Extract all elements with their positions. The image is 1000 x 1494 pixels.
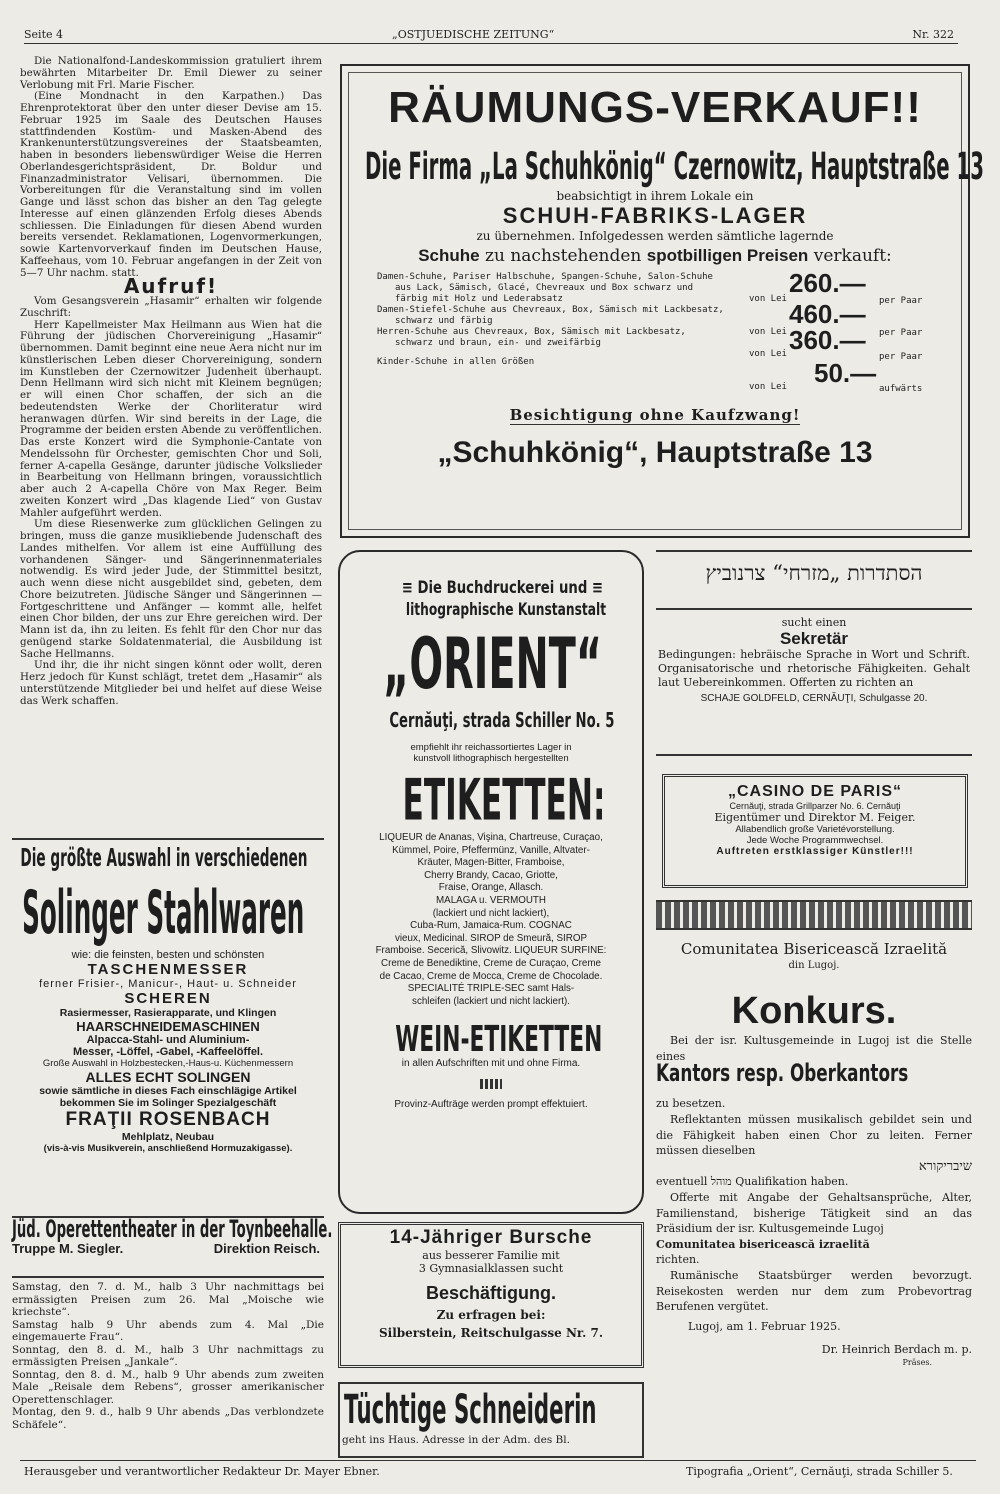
theater-troupe: Truppe M. Siegler. (12, 1240, 124, 1256)
ad-line: MALAGA u. VERMOUTH (436, 894, 546, 906)
news-column (20, 56, 322, 707)
ad-line: Kantors resp. Oberkantors (656, 1059, 909, 1088)
ad-word: verkauft: (813, 246, 892, 266)
price-unit: von Lei (749, 327, 787, 337)
ad-line: Cernăuţi, strada Schiller No. 5 (389, 708, 615, 732)
price-desc: Kinder-Schuhe in allen Größen (377, 357, 535, 367)
ad-line: Besichtigung ohne Kaufzwang! (509, 406, 801, 424)
price-per: per Paar (879, 352, 923, 362)
ad-line: lithographische Kunstanstalt (405, 600, 607, 620)
ad-line: 3 Gymnasialklassen sucht (418, 1262, 564, 1275)
ad-line: wie: die feinsten, besten und schönsten (71, 949, 265, 961)
ad-line: SCHUH-FABRIKS-LAGER (502, 203, 808, 228)
ad-line: Auftreten erstklassiger Künstler!!! (716, 846, 914, 857)
ad-line: Cuba-Rum, Jamaica-Rum. COGNAC (410, 920, 572, 932)
price-value: 260.— (789, 268, 866, 298)
ad-line: ferner Frisier-, Manicur-, Haut- u. Schneider (39, 978, 297, 990)
ad-line: Eigentümer und Direktor M. Feiger. (714, 811, 916, 824)
ad-text: Bedingungen: hebräische Sprache in Wort und Schrift. Organisatorische und rhetorische Fähigkeiten. Gehalt laut Uebereinkommen. Offerten zu richten an (658, 648, 970, 689)
konkurs-ad (656, 940, 972, 1458)
ad-line: vieux, Medicinal. SIROP de Smeură, SIROP (394, 932, 588, 944)
ad-line: Rasiermesser, Rasierapparate, und Klingen (59, 1007, 277, 1019)
ad-line: Silberstein, Reitschulgasse Nr. 7. (378, 1326, 604, 1340)
footer-printer: Tipografia „Orient“, Cernăuţi, strada Schiller 5. (686, 1465, 953, 1478)
ad-line: Fraise, Orange, Allasch. (438, 882, 544, 894)
price-per: aufwärts (879, 384, 923, 394)
price-desc: färbig mit Holz und Lederabsatz (395, 294, 563, 304)
price-desc: schwarz und braun, ein- und zweifärbig (395, 338, 601, 348)
ad-line: FRAŢII ROSENBACH (65, 1109, 271, 1130)
ad-firm: Die Firma „La Schuhkönig“ Czernowitz, Hauptstraße 13 (365, 145, 984, 189)
ad-line: Zu erfragen bei: (436, 1308, 546, 1322)
ad-text: Reflektanten müssen musikalisch gebildet sein und die Fähigkeit haben einen Chor zu leiten. Ferner müssen dieselben (656, 1112, 972, 1158)
ad-line: „CASINO DE PARIS“ (727, 783, 903, 800)
ad-line: HAARSCHNEIDEMASCHINEN (76, 1019, 260, 1034)
ad-text: Bei der isr. Kultusgemeinde in Lugoj ist die Stelle eines (656, 1034, 972, 1063)
page-number: Seite 4 (24, 28, 63, 41)
ad-line: SCHEREN (124, 990, 212, 1007)
news-item: Vom Gesangsverein „Hasamir“ erhalten wir folgende Zuschrift: (20, 295, 322, 319)
ad-line: in allen Aufschriften mit und ohne Firma. (401, 1058, 581, 1070)
ad-line: SCHAJE GOLDFELD, CERNĂUŢI, Schulgasse 20. (700, 693, 928, 704)
divider (656, 900, 972, 930)
news-item: Und ihr, die ihr nicht singen könnt oder wollt, deren Herz jedoch für Kunst schlägt, tretet dem „Hasamir“ als unterstützende Mitglieder bei und helfet auf diese Weise das Werk schaffen. (20, 659, 322, 707)
ad-line: Kräuter, Magen-Bitter, Framboise, (417, 857, 565, 869)
price-value: 50.— (814, 358, 877, 388)
orient-title: „ORIENT“ (383, 624, 602, 706)
price-per: per Paar (879, 296, 923, 306)
price-unit: von Lei (749, 294, 787, 304)
ad-text: Rumänische Staatsbürger werden bevorzugt. Reisekosten werden nur dem zum Probevortrag Berufenen vergütet. (656, 1268, 972, 1314)
ad-text: eventuell (656, 1175, 708, 1189)
ad-text: Offerte mit Angabe der Gehaltsansprüche, Alter, Familienstand, bisherige Tätigkeit sind an das Präsidium der isr. Kultusgemeinde Lugoj (656, 1190, 972, 1236)
news-item: Die Nationalfond-Landeskommission gratuliert ihrem bewährten Mitarbeiter Dr. Emil Diewer zu seiner Verlobung mit Frl. Marie Fischer. (20, 55, 322, 91)
page-header (24, 26, 958, 44)
newspaper-title: „OSTJUEDISCHE ZEITUNG“ (392, 28, 555, 41)
ad-line: din Lugoj. (788, 959, 840, 971)
price-per: per Paar (879, 328, 923, 338)
ad-text: Qualifikation haben. (735, 1175, 849, 1189)
ad-line: aus besserer Familie mit (422, 1249, 560, 1262)
theater-event: Samstag, den 7. d. M., halb 3 Uhr nachmittags bei ermässigten Preisen zum 26. Mal „Moische wie kriechste“. (12, 1281, 324, 1318)
solinger-ad (12, 838, 324, 1218)
news-item: Herr Kapellmeister Max Heilmann aus Wien hat die Führung der jüdischen Chorvereinigung „Hasamir“ übernommen. Damit beginnt eine neue Aera nicht nur im künstlerischen Leben dieser Chorvereinigung, sondern im Kunstleben der Czernowitzer Judenheit überhaupt. Denn Hellmann wird sich nicht mit Kleinem begnügen; er will einen Chor schaffen, der sich an die bedeutendsten Werke der Chorliteratur wird heranwagen dürfen. Wir sind bereits in der Lage, die Programme der beiden ersten Abende zu veröffentlichen. Das erste Konzert wird die Symphonie-Cantate von Mendelssohn für Orchester, gemischten Chor und Soli, ferner A-capella Gesänge, darunter jüdische Volkslieder in Bearbeitung von Hellmann bringen, voraussichtlich aber auch 2 A-capella Chöre von Max Reger. Beim zweiten Konzert wird „Das klagende Lied“ von Gustav Mahler aufgeführt werden. (20, 318, 322, 519)
ad-line: Cherry Brandy, Cacao, Griotte, (424, 869, 558, 881)
theater-direction: Direktion Reisch. (213, 1240, 320, 1256)
price-desc: schwarz und färbig (395, 316, 493, 326)
sekretaer-ad (656, 550, 972, 756)
hebrew-word: מוהל (710, 1175, 732, 1189)
ad-line: Kümmel, Poire, Pfeffermünz, Vanille, Altvater- (392, 844, 590, 856)
ad-line: sowie sämtliche in dieses Fach einschlägige Artikel (39, 1085, 297, 1097)
orient-ad (338, 550, 644, 1214)
price-unit: von Lei (749, 382, 787, 392)
ad-line: Alpacca-Stahl- und Aluminium- (86, 1034, 250, 1046)
ad-line: Die größte Auswahl in verschiedenen (20, 844, 308, 873)
price-desc: Damen-Stiefel-Schuhe aus Chevreaux, Box, Sämisch mit Lackbesatz, (377, 305, 724, 315)
theater-event: Samstag halb 9 Uhr abends zum 4. Mal „Die eingemauerte Frau“. (12, 1318, 324, 1343)
theater-ad (12, 1216, 333, 1456)
ad-line: schleifen (lackiert und nicht lackiert). (412, 995, 570, 1007)
etiketten-title: ETIKETTEN: (402, 768, 606, 834)
ad-bottom: „Schuhkönig“, Hauptstraße 13 (437, 436, 873, 469)
ad-line: Beschäftigung. (425, 1283, 556, 1303)
ad-line: Jede Woche Programmwechsel. (746, 835, 884, 846)
decor-icon (480, 1079, 502, 1089)
wein-title: WEIN-ETIKETTEN (395, 1018, 603, 1061)
konkurs-title: Konkurs. (731, 990, 897, 1033)
ad-line: Framboise. Secerică, Slivowitz. LIQUEUR SURFINE: (375, 945, 607, 957)
ad-line: ≡ Die Buchdruckerei und ≡ (401, 578, 604, 598)
theater-event: Sonntag, den 8. d. M., halb 3 Uhr nachmittags zu ermässigten Preisen „Jankale“. (12, 1343, 324, 1368)
ad-word: Schuhe (418, 246, 480, 265)
price-value: 360.— (789, 325, 866, 355)
price-value: 460.— (789, 299, 866, 329)
price-desc: Damen-Schuhe, Pariser Halbschuhe, Spangen-Schuhe, Salon-Schuhe (377, 272, 713, 282)
hebrew-word: שיבריקורא (918, 1158, 972, 1174)
ad-line: ALLES ECHT SOLINGEN (85, 1069, 251, 1085)
hebrew-title: הסתדרות „מזרחי“ צרנוביץ (656, 552, 972, 610)
ad-signature: Dr. Heinrich Berdach m. p. (821, 1343, 972, 1357)
news-item: Um diese Riesenwerke zum glücklichen Gelingen zu bringen, muss die ganze musikliebende Judenschaft des Landes mithelfen. Vor allem ist eine Auffüllung des vorhandenen Sänger- und Sängerinnenmateriales notwendig. Es wird jeder Jude, der Stimmittel besitzt, auch wenn diese nicht ausgebildet sind, gebeten, dem Chore beizutreten. Jüdische Sänger und Sängerinnen — Fortgeschrittene und Anfänger — kommt alle, helfet einen Chor bilden, der uns zur Ehre gereichen wird. Der Mann ist da, ihn zu leiten. Es fehlt für den Chor nur das genügend starke Soldatenmaterial, die Ausbildung ist Sache Hellmanns. (20, 518, 322, 660)
footer-rule (20, 1460, 976, 1461)
ad-line: TASCHENMESSER (87, 961, 249, 978)
ad-line: Allabendlich große Varietévorstellung. (735, 824, 895, 835)
ad-line: zu übernehmen. Infolgedessen werden sämtliche lagernde (476, 229, 834, 243)
theater-event: Montag, den 9. d., halb 9 Uhr abends „Das verblondzete Schäfele“. (12, 1406, 324, 1431)
ad-line: LIQUEUR de Ananas, Vişina, Chartreuse, Curaçao, (379, 832, 603, 843)
ad-line: bekommen Sie im Solinger Spezialgeschäft (59, 1097, 277, 1109)
ad-line: Große Auswahl in Holzbestecken,-Haus-u. Küchenmessern (42, 1058, 294, 1069)
ad-line: beabsichtigt in ihrem Lokale ein (556, 189, 754, 203)
ad-line: Provinz-Aufträge werden prompt effektuiert. (394, 1099, 588, 1111)
footer-publisher: Herausgeber und verantwortlicher Redakteur Dr. Mayer Ebner. (24, 1465, 380, 1478)
ad-line: (vis-à-vis Musikverein, anschließend Hormuzakigasse). (43, 1143, 293, 1154)
ad-line: Messer, -Löffel, -Gabel, -Kaffeelöffel. (72, 1046, 264, 1058)
ad-text: Comunitatea bisericească izraelită (656, 1237, 870, 1251)
ad-line: Tüchtige Schneiderin (344, 1386, 597, 1433)
raeumungs-ad (340, 64, 984, 538)
ad-word: zu nachstehenden (485, 246, 642, 266)
ad-line: geht ins Haus. Adresse in der Adm. des Bl. (342, 1434, 570, 1446)
ad-line: SPECIALITÉ TRIPLE-SEC samt Hals- (407, 983, 575, 995)
ad-line: Comunitatea Bisericească Izraelită (680, 940, 948, 958)
price-desc: Herren-Schuhe aus Chevreaux, Box, Sämisch mit Lackbesatz, (377, 327, 686, 337)
price-unit: von Lei (749, 349, 787, 359)
theater-title: Jüd. Operettentheater in der Toynbeehalle. (12, 1216, 333, 1244)
news-item: (Eine Mondnacht in den Karpathen.) Das Ehrenprotektorat über den unter dieser Devise am 15. Februar 1925 im Saale des Deutschen Hauses stattfindenden Kostüm- und Masken-Abend des Krankenunterstützungsvereines der Staatsbeamten, haben in besonders liebenswürdiger Weise die Herren Oberlandesgerichtspräsident, Dr. Boldur und Finanzadministrator Velisari, übernommen. Die Vorbereitungen für die Veranstaltung sind im vollen Gange und lässt schon das bisher an den Tag gelegte Interesse auf einen glänzenden Erfolg dieses Abends schliessen. Die Einladungen für diesen Abend wurden bereits versendet. Reklamationen, Logenvormerkungen, sowie Kartenvorverkauf finden im Deutschen Hause, Kaffeehaus, vom 10. Februar angefangen in der Zeit von 5—7 Uhr nachm. statt. (20, 90, 322, 279)
ad-text: richten. (656, 1253, 700, 1267)
ad-text: zu besetzen. (656, 1097, 726, 1111)
ad-title: RÄUMUNGS-VERKAUF!! (388, 83, 922, 132)
ad-line: (lackiert und nicht lackiert), (432, 907, 550, 919)
theater-event: Sonntag, den 8. d. M., halb 9 Uhr abends zum zweiten Male „Reisale dem Rebens“, grosser amerikanischer Operettenschlager. (12, 1368, 324, 1406)
ad-line: Cernăuţi, strada Grillparzer No. 6. Cernăuţi (729, 801, 901, 811)
ad-line: 14-Jähriger Bursche (389, 1227, 593, 1248)
bursche-ad (338, 1222, 644, 1368)
ad-line: Mehlplatz, Neubau (121, 1131, 215, 1143)
schneiderin-ad (338, 1382, 644, 1458)
ad-line: Creme de Benediktine, Creme de Curaçao, Creme (381, 957, 601, 969)
ad-text: Lugoj, am 1. Februar 1925. (688, 1319, 841, 1333)
ad-line: sucht einen (781, 616, 847, 629)
casino-ad (662, 774, 968, 888)
price-desc: aus Lack, Sämisch, Glacé, Chevreaux und Box schwarz und (395, 283, 694, 293)
issue-number: Nr. 322 (912, 28, 954, 41)
ad-line: Solinger Stahlwaren (22, 879, 305, 948)
ad-line: empfiehlt ihr reichassortiertes Lager in (410, 742, 572, 753)
ad-line: kunstvoll lithographisch hergestellten (413, 753, 569, 764)
ad-word: spotbilligen Preisen (646, 246, 809, 265)
ad-line: Sekretär (779, 629, 849, 648)
ad-line: de Cacao, Creme de Mocca, Creme de Chocolade. (379, 970, 603, 982)
ad-role: Präses. (902, 1357, 932, 1367)
aufruf-heading: Aufruf! (123, 274, 219, 299)
